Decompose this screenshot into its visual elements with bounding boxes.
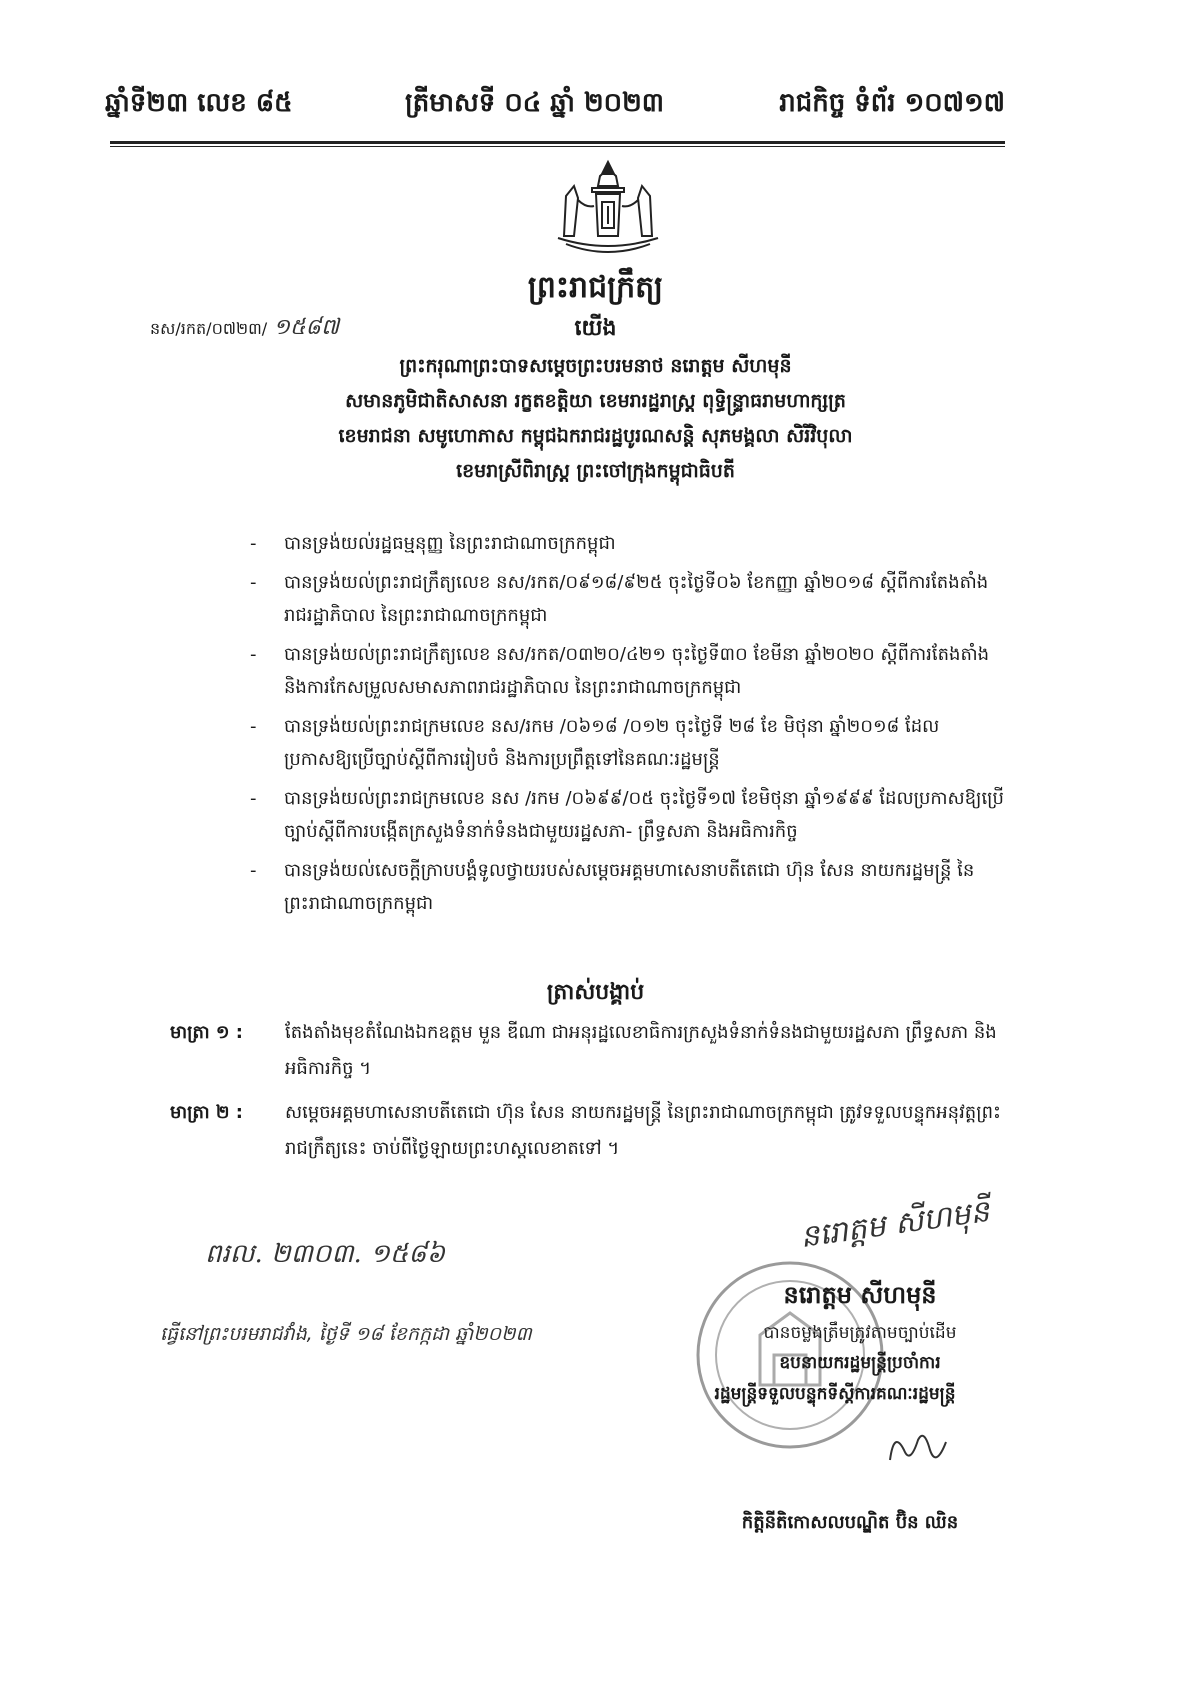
consideration-item: - បានទ្រង់យល់ព្រះរាជក្រមលេខ នស /រកម /០៦៩៩/០៥ ចុះថ្ងៃទី១៧ ខែមិថុនា ឆ្នាំ១៩៩៩ ដែលប្រកាសឱ្យប្រើច្បាប់ស្តីពីការបង្កើតក្រសួងទំនាក់ទំនងជាមួយរដ្ឋសភា- ព្រឹទ្ធសភា និងអធិការកិច្ច (250, 788, 1004, 842)
king-signature: នរោត្តម សីហមុនី (798, 1193, 992, 1256)
gazette-header (105, 86, 1005, 126)
consideration-item: - បានទ្រង់យល់សេចក្តីក្រាបបង្គំទូលថ្វាយរបស់សម្តេចអគ្គមហាសេនាបតីតេជោ ហ៊ុន សែន នាយករដ្ឋមន្ត្រី នៃព្រះរាជាណាចក្រកម្ពុជា (250, 860, 975, 914)
article-label: មាត្រា ១ : (170, 1022, 243, 1043)
official-signature-icon (880, 1420, 960, 1480)
article-text: សម្តេចអគ្គមហាសេនាបតីតេជោ ហ៊ុន សែន នាយករដ្ឋមន្ត្រី នៃព្រះរាជាណាចក្រកម្ពុជា ត្រូវទទួលបន្ទុកអនុវត្តព្រះរាជក្រឹត្យនេះ ចាប់ពីថ្ងៃឡាយព្រះហស្តលេខាតទៅ ។ (285, 1102, 1001, 1159)
article-2 (170, 1095, 1010, 1167)
official-role: ឧបនាយករដ្ឋមន្ត្រីប្រចាំការ (779, 1353, 941, 1373)
header-rule-thin (110, 146, 1005, 147)
king-title-line: ខេមរាស្រីពិរាស្ត្រ ព្រះចៅក្រុងកម្ពុជាធិបតី (456, 460, 735, 482)
king-title-line: សមានភូមិជាតិសាសនា រក្ខតខត្តិយា ខេមរារដ្ឋរាស្ត្រ ពុទ្ធិន្ទ្រាធរាមហាក្សត្រ (345, 390, 846, 412)
consideration-item: - បានទ្រង់យល់ព្រះរាជក្រឹត្យលេខ នស/រកត/០៣២០/៤២១ ចុះថ្ងៃទី៣០ ខែមីនា ឆ្នាំ២០២០ ស្តីពីការតែងតាំង និងការកែសម្រួលសមាសភាពរាជរដ្ឋាភិបាល នៃព្រះរាជាណាចក្រកម្ពុជា (250, 644, 990, 698)
royal-coat-of-arms-icon (552, 158, 664, 268)
decree-we: យើង (574, 316, 617, 341)
king-title-line: ខេមរាជនា សមូហោភាស កម្ពុជឯករាជរដ្ឋបូរណសន្តិ សុភមង្គលា សិរីវិបុលា (338, 425, 853, 447)
consideration-item: - បានទ្រង់យល់ព្រះរាជក្រមលេខ នស/រកម /០៦១៨ /០១២ ចុះថ្ងៃទី ២៨ ខែ មិថុនា ឆ្នាំ២០១៨ ដែលប្រកាសឱ្យប្រើច្បាប់ស្តីពីការរៀបចំ និងការប្រព្រឹត្តទៅនៃគណៈរដ្ឋមន្ត្រី (250, 716, 940, 770)
king-title-line: ព្រះករុណាព្រះបាទសម្តេចព្រះបរមនាថ នរោត្តម សីហមុនី (399, 355, 792, 377)
decree-title: ព្រះរាជក្រឹត្យ (527, 270, 664, 305)
header-date: ត្រីមាសទី ០៤ ឆ្នាំ ២០២៣ (405, 88, 664, 118)
place-date: ធ្វើនៅព្រះបរមរាជវាំង, ថ្ងៃទី ១៨ ខែកក្កដា ឆ្នាំ២០២៣ (160, 1323, 532, 1345)
certified-copy: បានចម្លងត្រឹមត្រូវតាមច្បាប់ដើម (763, 1323, 957, 1343)
header-rule (110, 141, 1005, 144)
article-text: តែងតាំងមុខតំណែងឯកឧត្តម មួន ឌីណា ជាអនុរដ្ឋលេខាធិការក្រសួងទំនាក់ទំនងជាមួយរដ្ឋសភា ព្រឹទ្ធសភា និងអធិការកិច្ច ។ (285, 1022, 997, 1079)
official-name: កិត្តិនីតិកោសលបណ្ឌិត ប៊ិន ឈិន (741, 1512, 959, 1533)
decree-number-handwritten: ១៥៨៧ (273, 315, 340, 340)
proclaim-heading: ត្រាស់បង្គាប់ (546, 980, 645, 1005)
consideration-item: - បានទ្រង់យល់ព្រះរាជក្រឹត្យលេខ នស/រកត/០៩១៨/៩២៥ ចុះថ្ងៃទី០៦ ខែកញ្ញា ឆ្នាំ២០១៨ ស្តីពីការតែងតាំងរាជរដ្ឋាភិបាល នៃព្រះរាជាណាចក្រកម្ពុជា (250, 572, 989, 626)
consideration-item: - បានទ្រង់យល់រដ្ឋធម្មនុញ្ញ នៃព្រះរាជាណាចក្រកម្ពុជា (250, 533, 616, 554)
article-1 (170, 1015, 1010, 1087)
registry-note: ពរល. ២៣០៣. ១៥៨៦ (205, 1239, 445, 1269)
article-label: មាត្រា ២ : (170, 1102, 243, 1123)
official-role: រដ្ឋមន្ត្រីទទួលបន្ទុកទីស្តីការគណៈរដ្ឋមន្ត្រី (714, 1384, 956, 1404)
decree-number-printed: នស/រកត/០៧២៣/ (150, 319, 268, 338)
header-issue: ឆ្នាំទី២៣ លេខ ៨៥ (105, 88, 293, 118)
considerations-list (250, 527, 1005, 920)
header-page: រាជកិច្ច ទំព័រ ១០៧១៧ (779, 88, 1005, 118)
king-name: នរោត្តម សីហមុនី (783, 1281, 937, 1309)
